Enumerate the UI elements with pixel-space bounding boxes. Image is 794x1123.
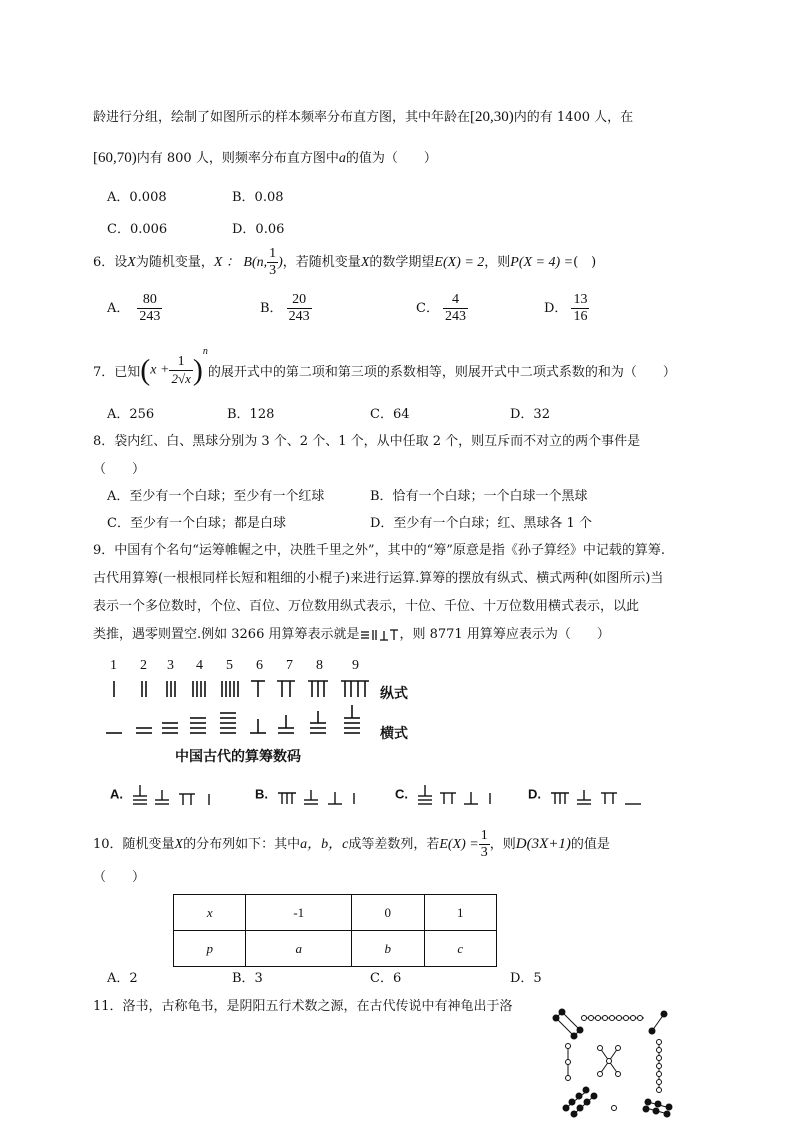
q7-option-b[interactable]: B．128 (227, 407, 275, 422)
luoshu-top-left (553, 1009, 583, 1039)
interval-20-30: [20,30) (470, 109, 514, 125)
table-cell: a (246, 931, 352, 967)
q5-option-c[interactable]: C．0.006 (107, 222, 168, 237)
q9-line3: 表示一个多位数时，个位、百位、万位数用纵式表示，十位、千位、十万位数用横式表示，以此 (93, 599, 640, 614)
q7-option-c[interactable]: C．64 (370, 407, 410, 422)
rods-option-c-icon (412, 782, 512, 808)
q5-line2: [60,70)内有 800 人，则频率分布直方图中a的值为（ ） (93, 150, 437, 166)
table-cell: p (174, 931, 246, 967)
table-cell: b (352, 931, 424, 967)
luoshu-center (598, 1046, 621, 1077)
q10-option-c[interactable]: C．6 (370, 971, 402, 986)
luoshu-bottom (612, 1106, 617, 1111)
luoshu-bottom-right (643, 1099, 672, 1117)
q9-line1: 9．中国有个名句“运筹帷幄之中，决胜千里之外”，其中的“筹”原意是指《孙子算经》中记载的算筹. (93, 543, 665, 558)
horizontal-form-label: 横式 (380, 726, 408, 742)
rods-option-b-icon (272, 782, 372, 808)
q9-line4: 类推，遇零则置空.例如 3266 用算筹表示就是 ，则 8771 用算筹应表示为（ ） (93, 627, 610, 642)
q8-stem: 8．袋内红、白、黑球分别为 3 个、2 个、1 个，从中任取 2 个，则互斥而不对立的两个事件是 (93, 434, 641, 449)
q9-option-d[interactable]: D. (528, 782, 655, 808)
q9-option-c[interactable]: C. (395, 782, 512, 808)
q7-stem: 7．已知(x + $\frac{1}{2√x}$ )$^n$的展开式中的第二项和第三项的系数相等，则展开式中二项式系数的和为（ ） (93, 346, 676, 387)
luoshu-right (657, 1040, 662, 1093)
q6-option-b[interactable]: B． $\frac{20}{243}$ (260, 292, 310, 324)
fraction-1-over-2rootx: $\frac{1}{2√x}$ (171, 354, 191, 386)
q8-option-b[interactable]: B．恰有一个白球；一个白球一个黑球 (370, 489, 588, 504)
vertical-form-label: 纵式 (380, 686, 408, 702)
horizontal-rods (106, 705, 360, 733)
luoshu-diagram (548, 1004, 680, 1119)
q7-option-d[interactable]: D．32 (510, 407, 550, 422)
q8-option-a[interactable]: A．至少有一个白球；至少有一个红球 (107, 489, 325, 504)
luoshu-left (566, 1044, 571, 1081)
fraction-one-third-expect: $\frac{1}{3}$ (480, 828, 488, 860)
table-cell: c (424, 931, 497, 967)
q6-option-d[interactable]: D． $\frac{13}{16}$ (544, 292, 588, 324)
q9-option-b[interactable]: B. (255, 782, 372, 808)
q11-stem: 11．洛书，古称龟书，是阴阳五行术数之源，在古代传说中有神龟出于洛 (93, 999, 513, 1014)
q9-line2: 古代用算筹(一根根同样长短和粗细的小棍子)来进行运算.算筹的摆放有纵式、横式两种(如图所示)当 (93, 571, 664, 586)
table-row (174, 895, 497, 931)
luoshu-top (582, 1016, 645, 1021)
q10-option-b[interactable]: B．3 (232, 971, 263, 986)
q10-option-a[interactable]: A．2 (107, 971, 138, 986)
q6-stem: 6．设X为随机变量，X ： B(n, $\frac{1}{3}$ )，若随机变量X的数学期望E(X) = 2，则P(X = 4) =( ) (93, 246, 597, 278)
q8-option-d[interactable]: D．至少有一个白球；红、黑球各 1 个 (370, 516, 592, 531)
rods-option-a-icon (127, 782, 227, 808)
table-cell: -1 (246, 895, 352, 931)
q5-option-b[interactable]: B．0.08 (232, 190, 284, 205)
rods-option-d-icon (545, 782, 655, 808)
luoshu-bottom-left (563, 1087, 597, 1117)
q10-option-d[interactable]: D．5 (510, 971, 542, 986)
q10-stem: 10．随机变量X的分布列如下：其中a，b，c成等差数列，若E(X) = $\frac{1}{3}$ ，则D(3X+1)的值是 (93, 828, 610, 860)
q6-option-a[interactable]: A． $\frac{80}{243}$ (107, 292, 161, 324)
counting-rods-3266-icon (359, 628, 399, 642)
interval-60-70: [60,70) (93, 150, 137, 166)
q7-option-a[interactable]: A．256 (107, 407, 155, 422)
counting-rods-figure (100, 675, 390, 745)
q5-line1: 龄进行分组，绘制了如图所示的样本频率分布直方图，其中年龄在[20,30)内的有 1400 人，在 (93, 109, 634, 125)
luoshu-top-right (649, 1011, 667, 1034)
q6-option-c[interactable]: C． $\frac{4}{243}$ (416, 292, 466, 324)
table-cell: x (174, 895, 246, 931)
fraction-one-third: $\frac{1}{3}$ (269, 246, 277, 278)
q5-option-a[interactable]: A．0.008 (107, 190, 167, 205)
vertical-rods (114, 681, 369, 697)
rod-figure-caption: 中国古代的算筹数码 (175, 749, 301, 765)
q8-option-c[interactable]: C．至少有一个白球；都是白球 (107, 516, 286, 531)
table-cell: 1 (424, 895, 497, 931)
table-cell: 0 (352, 895, 424, 931)
q10-paren: （ ） (93, 870, 146, 885)
q9-option-a[interactable]: A. (110, 782, 227, 808)
distribution-table (173, 894, 497, 967)
q5-option-d[interactable]: D．0.06 (232, 222, 285, 237)
q8-paren: （ ） (93, 462, 146, 477)
table-row (174, 931, 497, 967)
